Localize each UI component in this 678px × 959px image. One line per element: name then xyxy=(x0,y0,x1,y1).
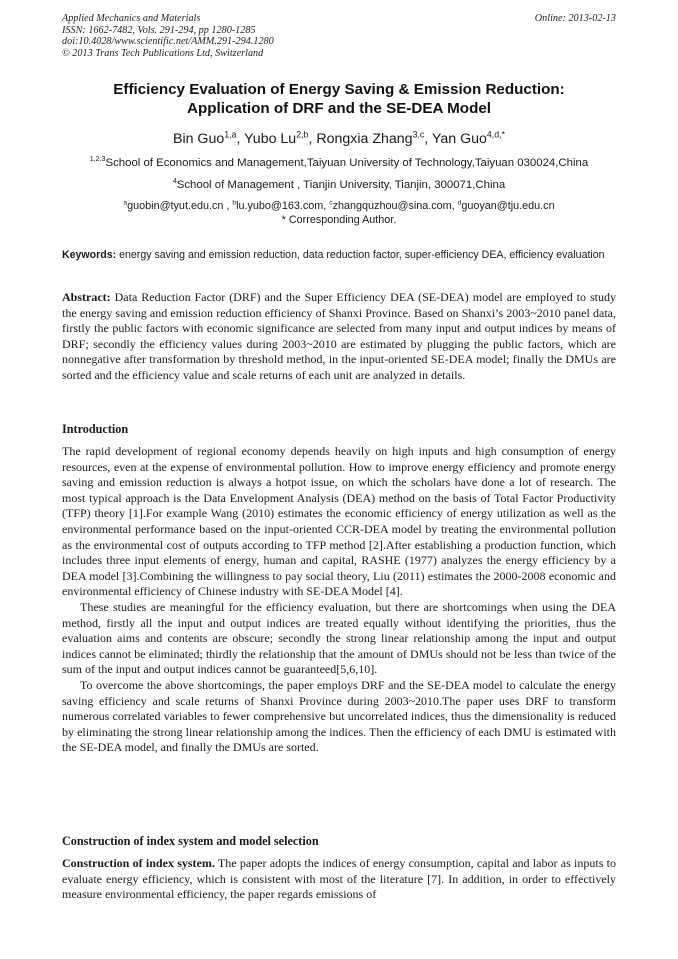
construction-lead: Construction of index system. xyxy=(62,856,215,870)
affiliation-text: School of Economics and Management,Taiyuan University of Technology,Taiyuan 030024,China xyxy=(105,157,589,169)
author-list xyxy=(62,130,616,148)
construction-paragraph xyxy=(62,856,616,903)
author-affiliation-mark: 1,a xyxy=(224,129,237,140)
affiliation-mark: 4 xyxy=(172,178,177,186)
email: guobin@tyut.edu.cn , xyxy=(127,200,230,212)
author-separator: , xyxy=(424,131,432,147)
email-mark: c xyxy=(329,199,333,207)
author-affiliation-mark: 3,c xyxy=(412,129,425,140)
author-affiliation-mark: 2,b xyxy=(296,129,309,140)
title-line-2: Application of DRF and the SE-DEA Model xyxy=(186,100,492,117)
keywords-label: Keywords: xyxy=(62,249,117,261)
email: zhangquzhou@sina.com, xyxy=(332,200,458,212)
construction-heading: Construction of index system and model selection xyxy=(62,834,319,848)
author-name: Yubo Lu xyxy=(244,131,297,147)
email-mark: d xyxy=(457,199,462,207)
affiliation-1 xyxy=(62,156,616,170)
abstract-label: Abstract: xyxy=(62,290,111,304)
online-date: Online: 2013-02-13 xyxy=(534,13,616,24)
introduction-heading: Introduction xyxy=(62,422,129,436)
email: lu.yubo@163.com, xyxy=(236,200,330,212)
introduction-section xyxy=(62,444,616,756)
paper-title xyxy=(62,80,616,118)
intro-paragraph-1: The rapid development of regional economy depends heavily on high inputs and high consumption of energy resources, even at the expense of environmental pollution. How to improve energy efficiency and promote energy saving and emission reduction is always a hotpot issue, on which the scholars have done a lot of research. The most typical approach is the Data Envelopment Analysis (DEA) method on the basis of Total Factor Productivity (TFP) theory [1].For example Wang (2010) estimates the economic efficiency of energy utilization as well as the environmental performance based on the input-oriented CCR-DEA model by treating the environmental pollution as the environmental cost of outputs according to TFP method [2].After establishing a production function, which includes three input elements of energy, human and capital, RASHE (1977) analyzes the energy efficiency by a DEA model [3].Combining the willingness to pay social theory, Liu (2011) estimates the 2000-2008 economic and environmental efficiency of Chinese industry with SE-DEA Model [4]. xyxy=(62,444,616,599)
affiliation-text: School of Management , Tianjin University, Tianjin, 300071,China xyxy=(176,179,506,191)
corresponding-author-note: * Corresponding Author. xyxy=(281,214,397,226)
journal-name: Applied Mechanics and Materials xyxy=(62,13,201,24)
journal-header xyxy=(62,13,616,59)
keywords-text: energy saving and emission reduction, data reduction factor, super-efficiency DEA, efficiency evaluation xyxy=(116,249,605,261)
author-separator: , xyxy=(236,131,245,147)
intro-paragraph-3: To overcome the above shortcomings, the paper employs DRF and the SE-DEA model to calculate the energy saving efficiency and scale returns of Shanxi Province during 2003~2010.The paper uses DRF to transform numerous correlated variables to fewer comprehensive but uncorrelated indices, thus the dimensionality is reduced by eliminating the strong linear relationship among the indices. Then the efficiency of each DMU is estimated with the SE-DEA model, and finally the DMUs are sorted. xyxy=(62,677,616,755)
email: guoyan@tju.edu.cn xyxy=(461,200,555,212)
issn-line: ISSN: 1662-7482, Vols. 291-294, pp 1280-1285 xyxy=(62,24,256,36)
abstract-text: Data Reduction Factor (DRF) and the Super Efficiency DEA (SE-DEA) model are employed to study the energy saving and emission reduction efficiency of Shanxi Province. Based on Shanxi’s 2003~2010 panel data, firstly the public factors with economic significance are selected from many input and output indices by means of DRF; secondly the efficiency values during 2003~2010 are estimated by plugging the public factors, which are nonnegative after transformation by threshold method, in the input-oriented SE-DEA model; finally the DMUs are sorted and the efficiency value and scale returns of each unit are analyzed in details. xyxy=(62,290,616,382)
affiliation-2 xyxy=(62,178,616,192)
author-separator: , xyxy=(308,131,317,147)
abstract-section xyxy=(62,290,616,384)
email-mark: a xyxy=(123,199,128,207)
copyright-line: © 2013 Trans Tech Publications Ltd, Switzerland xyxy=(62,47,264,59)
author-name: Bin Guo xyxy=(172,131,225,147)
intro-paragraph-2: These studies are meaningful for the efficiency evaluation, but there are shortcomings when using the DEA method, firstly all the input and output indices are treated equally without identifying the priorities, thus the evaluation aims and contents are obscure; secondly the strong linear relationship among the input and output indices cannot be eliminated; thirdly the relationship that the amount of DMUs should not be less than twice of the sum of the input and output indices cannot be guaranteed[5,6,10]. xyxy=(62,599,616,677)
author-name: Rongxia Zhang xyxy=(316,131,413,147)
doi-line: doi:10.4028/www.scientific.net/AMM.291-294.1280 xyxy=(62,36,274,48)
email-mark: b xyxy=(232,199,237,207)
construction-section xyxy=(62,856,616,903)
author-emails xyxy=(62,199,616,227)
author-name: Yan Guo xyxy=(431,131,487,147)
title-line-1: Efficiency Evaluation of Energy Saving & Emission Reduction: xyxy=(113,81,565,98)
construction-text: The paper adopts the indices of energy consumption, capital and labor as inputs to evaluate energy efficiency, which is consistent with most of the literature [7]. In addition, in order to effectively measure environmental efficiency, the paper regards emissions of xyxy=(62,856,616,902)
keywords-section xyxy=(62,248,616,262)
author-affiliation-mark: 4,d,* xyxy=(486,129,506,140)
affiliation-mark: 1,2,3 xyxy=(89,156,106,164)
email-line xyxy=(62,199,616,213)
